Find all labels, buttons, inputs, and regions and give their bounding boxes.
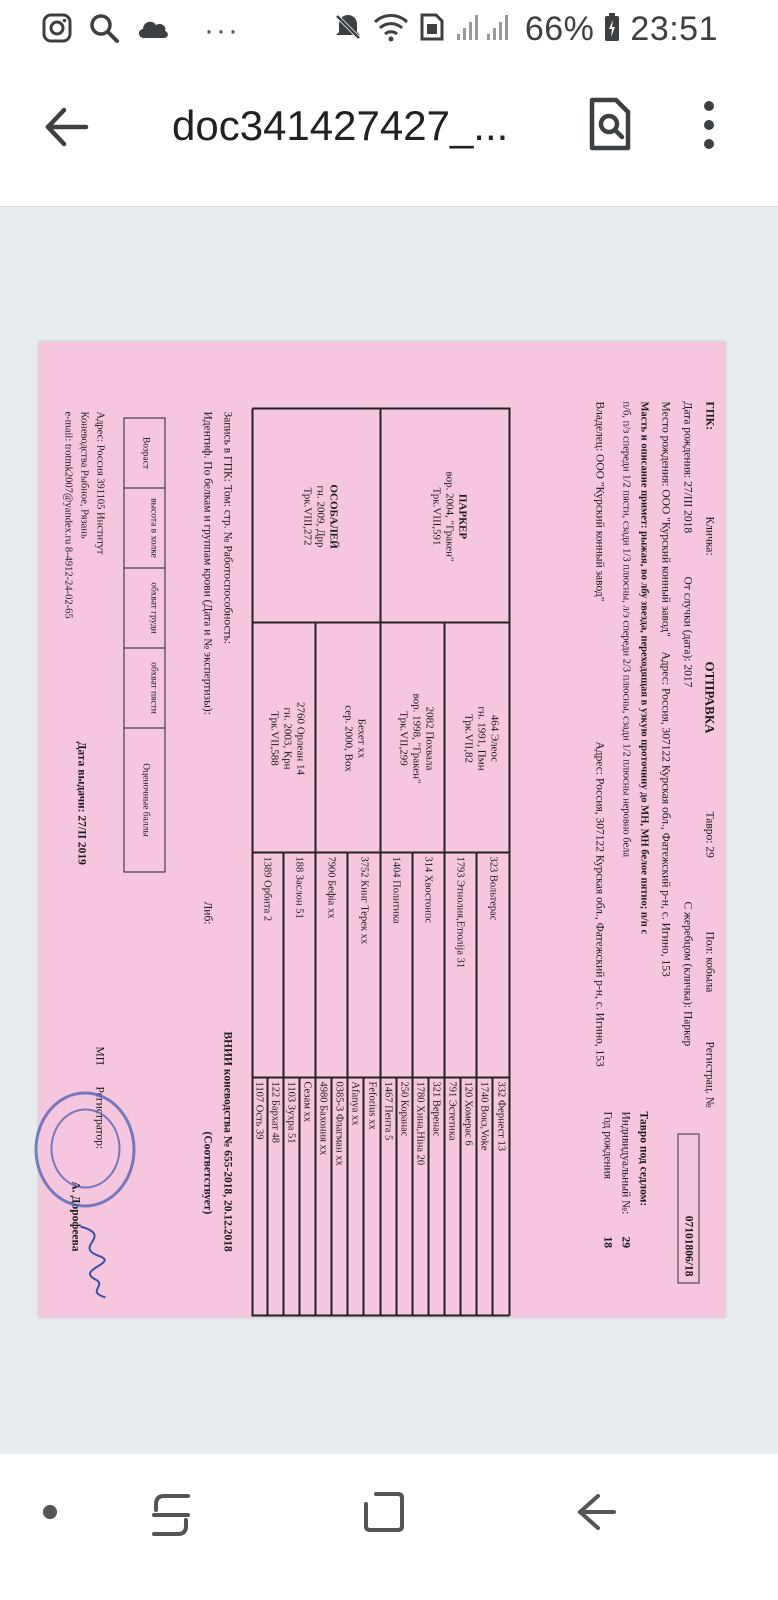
ggg-cell	[252, 1078, 268, 1317]
ggg-name: 250 Коранас	[398, 1081, 410, 1137]
ggg-cell	[381, 1078, 397, 1317]
rating-chest: обхват груди	[125, 569, 165, 649]
lab-label: Либ:	[201, 901, 214, 925]
grandparent-cell	[381, 623, 445, 853]
great-grand-name: 323 Вольтерас	[487, 856, 499, 921]
ggg-name: 791 Эстетика	[446, 1081, 458, 1141]
search-icon	[88, 12, 120, 49]
ggg-cell	[429, 1078, 445, 1317]
birth-year: Год рождения	[601, 1111, 614, 1179]
institute-address: Адрес: Россия 391105 Институт	[94, 411, 106, 555]
sire-line1: вор. 2004, "Гракен"	[443, 471, 456, 562]
stamp-inner-ring	[51, 1109, 121, 1189]
from-mating: От случки (дата): 2017	[681, 576, 694, 688]
birth-date: Дата рождения: 27/III 2018	[681, 401, 694, 534]
grandparent-line2: Трк.VII,299	[397, 711, 410, 766]
ggg-cell	[397, 1078, 413, 1317]
arrow-back-icon[interactable]	[42, 102, 92, 152]
reg-label: Регистрац. №	[703, 1041, 716, 1108]
great-grand-cell	[477, 853, 510, 1078]
ggg-name: 0385-3 Флагман хх	[333, 1081, 345, 1166]
ggg-name: 321 Веренас	[430, 1081, 442, 1137]
document-viewer[interactable]	[0, 207, 778, 1454]
ggg-cell	[348, 1078, 364, 1317]
grandparent-line2: Трк.VII,82	[462, 714, 475, 763]
sire-line2: Трк.VIII,591	[430, 487, 443, 546]
ggg-name: 122 Бархат 48	[269, 1081, 281, 1144]
rating-cannon: обхват пясти	[125, 649, 165, 729]
grandparent-name: Бехет хх	[355, 718, 368, 759]
with-stallion: С жеребцом (кличка): Паркер	[681, 901, 694, 1047]
registrar-name: А. Дорофеева	[69, 1181, 82, 1252]
ggg-cell	[477, 1078, 493, 1317]
identification: Идентиф. По белкам и группам крови (Дата и № экспертизы):	[201, 411, 214, 715]
great-grand-name: 7900 Бефiа хх	[325, 856, 337, 919]
app-bar	[0, 62, 778, 207]
great-grand-cell	[348, 853, 381, 1078]
ggg-name: Afanya хх	[349, 1081, 361, 1126]
ggg-name: 1740 Вокз,Voke	[478, 1081, 490, 1151]
birthplace-address: Адрес: Россия, 307122 Курская обл., Фатежский р-н, с. Игино, 153	[659, 651, 672, 977]
clock: 23:51	[630, 10, 718, 48]
owner: Владелец: ООО "Курский конный завод"	[593, 401, 606, 602]
great-grand-cell	[252, 853, 284, 1078]
more-dots-icon: ···	[204, 13, 240, 47]
grandparent-name: 2760 Орлеан 14	[294, 701, 307, 776]
grandparent-line1: гн. 1991, Пмн	[475, 706, 488, 771]
great-grand-name: 1793 Этнолия,Етюлija 31	[454, 856, 466, 969]
dam-line2: Трк.VIII,272	[301, 487, 314, 546]
ggg-name: 1103 Зухра 51	[285, 1081, 297, 1144]
ggg-cell	[316, 1078, 332, 1317]
ggg-name: 1107 Ость 39	[253, 1081, 265, 1140]
ggg-cell	[284, 1078, 300, 1317]
vnii-record: ВНИИ коневодства № 655-2018, 20.12.2018	[221, 1031, 234, 1252]
sex-label: Пол: кобыла	[703, 931, 716, 993]
grandparent-name: 464 Элеос	[488, 714, 501, 763]
rating-table	[124, 418, 166, 873]
battery-percent: 66%	[524, 10, 595, 48]
mp-label: МП	[93, 1046, 106, 1066]
grandparent-name: 2082 Похвала	[423, 706, 436, 771]
great-grand-cell	[413, 853, 445, 1078]
navigation-bar	[0, 1454, 778, 1600]
mute-icon	[333, 12, 363, 47]
great-grand-cell	[316, 853, 348, 1078]
back-icon[interactable]	[574, 1490, 618, 1539]
recents-icon[interactable]	[150, 1490, 192, 1545]
dam-cell	[252, 409, 381, 623]
birthplace: Место рождения: ООО "Курский конный завод"	[659, 401, 672, 637]
ggg-name: 1780 Хина,Нiна 20	[414, 1081, 426, 1166]
owner-address: Адрес: Россия, 307122 Курская обл., Фатежский р-н, с. Игино, 153	[593, 741, 606, 1067]
registrar-label: Регистратор:	[93, 1086, 106, 1150]
markings-line-1: Масть и описание примет: рыжая, во лбу звезда, переходящая в узкую проточину до МН, МН белое пятно; п/п с	[638, 401, 650, 935]
ggg-name: 4980 Бахония хх	[317, 1081, 329, 1156]
grandparent-cell	[252, 623, 316, 853]
grandparent-cell	[316, 623, 381, 853]
ggg-cell	[268, 1078, 284, 1317]
nickname-label: Кличка:	[703, 516, 716, 556]
ggg-cell	[332, 1078, 348, 1317]
sire-name: ПАРКЕР	[456, 493, 469, 540]
ggg-name: Feforius хх	[366, 1081, 378, 1130]
cloud-icon	[136, 16, 170, 45]
ggg-cell	[493, 1078, 510, 1317]
brand-on-neck-value: 29	[619, 1236, 632, 1248]
rating-height: высота в холке	[125, 489, 165, 569]
ggg-name: 120 Хомерас 6	[462, 1081, 474, 1146]
great-grand-name: 3752 Кинг Терек хх	[358, 856, 370, 945]
markings-line-2: п/б, п/з спереди 1/2 пясти, сзади 1/3 плюсны, л/з спереди 2/3 плюсны, сзади 1/2 плюсны неровно бела	[620, 401, 632, 858]
birth-year-value: 18	[601, 1236, 614, 1248]
issue-date: Дата выдачи: 27/II 2019	[75, 741, 88, 865]
great-grand-cell	[381, 853, 413, 1078]
grandparent-line2: Трк.VII,588	[268, 711, 281, 766]
rotated-sheet	[40, 342, 726, 1317]
signature	[66, 1222, 126, 1302]
reg-number: 07101806/18	[678, 1134, 700, 1284]
document-page[interactable]	[39, 342, 725, 1317]
great-grand-name: 314 Хвостоипс	[422, 856, 434, 924]
great-grand-cell	[445, 853, 477, 1078]
ggg-cell	[445, 1078, 461, 1317]
ggg-name: 1467 Пента 5	[382, 1081, 394, 1141]
ggg-name: Сезам хх	[301, 1081, 313, 1122]
rating-age: Возраст	[125, 419, 165, 489]
institute-email: e-mail: trotmk2007@yandex.ru 8-4912-24-02-65	[62, 411, 74, 619]
ggg-cell	[364, 1078, 381, 1317]
battery-icon	[604, 12, 620, 47]
ggg-cell	[300, 1078, 316, 1317]
institute-address-2: Коневодства Рыбное, Рязань	[78, 411, 90, 539]
instagram-icon	[42, 13, 72, 48]
overview-icon[interactable]	[362, 1490, 406, 1539]
great-grand-name: 1404 Политика	[390, 856, 402, 924]
home-dot-icon[interactable]	[40, 1502, 60, 1527]
status-left-icons	[42, 12, 240, 49]
rating-scores: Оценочные баллы	[140, 763, 151, 837]
ggg-cell	[413, 1078, 429, 1317]
status-right-icons	[333, 10, 718, 49]
sim-icon	[419, 12, 445, 47]
official-stamp	[35, 1092, 136, 1208]
doc-heading: ОТПРАВКА	[702, 661, 718, 734]
ggg-name: 332 Фернест 13	[495, 1081, 507, 1151]
dam-name: ОСОБАЛЕЙ	[327, 484, 340, 549]
ggg-cell	[461, 1078, 477, 1317]
document-title: doc341427427_...	[172, 102, 509, 149]
great-grand-name: 188 Заслон 51	[293, 856, 305, 919]
wifi-icon	[373, 12, 409, 47]
grandparent-line1: гн. 2003, Крн	[281, 707, 294, 770]
sire-cell	[381, 409, 510, 623]
vnii-match: (Соответствует)	[201, 1131, 214, 1215]
grandparent-cell	[445, 623, 510, 853]
status-bar	[0, 0, 778, 62]
brand-on-neck: Тавро под седлом:	[637, 1111, 650, 1207]
grandparent-line1: вор. 1998, "Гракен"	[410, 693, 423, 784]
great-grand-cell	[284, 853, 316, 1078]
gpk-label: ГПК:	[703, 401, 716, 430]
gpk-record: Запись в ГПК: Том: стр. № Работоспособность:	[221, 411, 234, 645]
individual-no: Индивидуальный №:	[619, 1111, 632, 1215]
find-in-page-icon[interactable]	[586, 96, 634, 152]
more-vert-icon[interactable]	[694, 100, 724, 150]
brand-label: Тавро: 29	[703, 811, 716, 858]
signal-icon	[455, 12, 515, 47]
great-grand-name: 1389 Орбита 2	[261, 856, 273, 922]
grandparent-line1: сер. 2000, Вох	[342, 705, 355, 772]
dam-line1: гн. 2009, Дрр	[314, 485, 327, 548]
pedigree-table	[253, 408, 511, 1316]
